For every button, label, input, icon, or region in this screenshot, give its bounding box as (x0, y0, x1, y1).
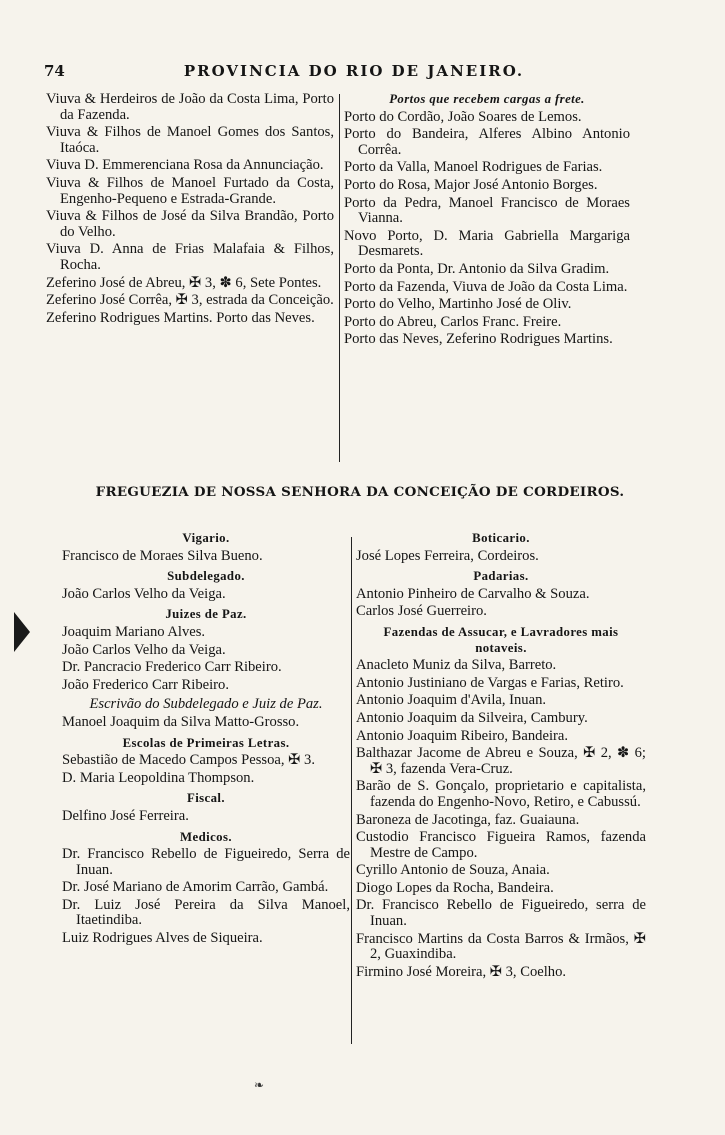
bottom-right-column (356, 526, 646, 982)
list-item: Porto do Abreu, Carlos Franc. Freire. (344, 313, 562, 330)
list-item: João Carlos Velho da Veiga. (62, 585, 226, 602)
parish-section-title: FREGUEZIA DE NOSSA SENHORA DA CONCEIÇÃO DE CORDEIROS. (95, 484, 625, 500)
heading-padarias: Padarias. (473, 569, 529, 584)
list-item: Francisco de Moraes Silva Bueno. (62, 547, 263, 564)
list-item: Viuva D. Emmerenciana Rosa da Annunciação. (46, 157, 324, 174)
list-item: João Carlos Velho da Veiga. (62, 641, 226, 658)
list-item: Porto do Bandeira, Alferes Albino Antonio Corrêa. (344, 126, 630, 158)
page-title: PROVINCIA DO RIO DE JANEIRO. (183, 62, 525, 80)
list-item: Viuva & Filhos de Manoel Gomes dos Santos, Itaóca. (46, 124, 334, 156)
list-item: Barão de S. Gonçalo, proprietario e capitalista, fazenda do Engenho-Novo, Retiro, e Cabussú. (356, 778, 646, 810)
list-item: Antonio Pinheiro de Carvalho & Souza. (356, 585, 590, 602)
list-item: Dr. Luiz José Pereira da Silva Manoel, Itaetindiba. (62, 896, 350, 929)
top-left-column (46, 92, 334, 328)
list-item: Novo Porto, D. Maria Gabriella Margariga Desmarets. (344, 227, 630, 260)
bottom-left-column (62, 526, 350, 949)
heading-medicos: Medicos. (180, 829, 232, 844)
list-item: Custodio Francisco Figueira Ramos, fazenda Mestre de Campo. (356, 829, 646, 861)
list-item: José Lopes Ferreira, Cordeiros. (356, 547, 539, 564)
list-item: Francisco Martins da Costa Barros & Irmãos, ✠ 2, Guaxindiba. (356, 930, 646, 963)
list-item: Porto da Pedra, Manoel Francisco de Moraes Vianna. (344, 194, 630, 227)
margin-arrow-icon (14, 612, 30, 652)
list-item: Antonio Joaquim d'Avila, Inuan. (356, 692, 547, 709)
list-item: Luiz Rodrigues Alves de Siqueira. (62, 930, 263, 947)
list-item: Anacleto Muniz da Silva, Barreto. (356, 657, 557, 674)
column-divider (351, 537, 352, 1044)
heading-juizes: Juizes de Paz. (165, 607, 247, 622)
column-divider (339, 94, 340, 462)
heading-subdelegado: Subdelegado. (167, 569, 245, 584)
list-item: Dr. Francisco Rebello de Figueiredo, serra de Inuan. (356, 897, 646, 930)
list-item: Cyrillo Antonio de Souza, Anaia. (356, 862, 550, 879)
heading-boticario: Boticario. (472, 531, 530, 545)
list-item: Viuva & Herdeiros de João da Costa Lima, Porto da Fazenda. (46, 91, 334, 123)
list-item: Zeferino José de Abreu, ✠ 3, ✽ 6, Sete Pontes. (46, 274, 322, 291)
list-item: Viuva D. Anna de Frias Malafaia & Filhos, Rocha. (46, 241, 334, 273)
heading-escrivao: Escrivão do Subdelegado e Juiz de Paz. (89, 696, 323, 713)
page-number: 74 (44, 62, 65, 80)
heading-fazendas: Fazendas de Assucar, e Lavradores mais notaveis. (383, 624, 619, 655)
list-item: Porto das Neves, Zeferino Rodrigues Martins. (344, 331, 613, 348)
list-item: Antonio Joaquim da Silveira, Cambury. (356, 709, 588, 726)
ornament-icon: ❧ (254, 1078, 265, 1092)
list-item: Baroneza de Jacotinga, faz. Guaiauna. (356, 811, 580, 828)
list-item: Delfino José Ferreira. (62, 807, 189, 824)
list-item: Porto do Cordão, João Soares de Lemos. (344, 108, 582, 125)
list-item: Porto da Fazenda, Viuva de João da Costa Lima. (344, 278, 628, 295)
list-item: Porto do Velho, Martinho José de Oliv. (344, 296, 572, 313)
list-item: João Frederico Carr Ribeiro. (62, 676, 229, 693)
list-item: Manoel Joaquim da Silva Matto-Grosso. (62, 713, 300, 730)
list-item: Firmino José Moreira, ✠ 3, Coelho. (356, 963, 567, 980)
list-item: Antonio Joaquim Ribeiro, Bandeira. (356, 727, 568, 744)
list-item: Viuva & Filhos de José da Silva Brandão, Porto do Velho. (46, 208, 334, 240)
list-item: Porto da Valla, Manoel Rodrigues de Farias. (344, 159, 603, 176)
top-right-column (344, 92, 630, 350)
list-item: Porto do Rosa, Major José Antonio Borges. (344, 176, 598, 193)
list-item: Balthazar Jacome de Abreu e Souza, ✠ 2, ✽ 6; ✠ 3, fazenda Vera-Cruz. (356, 745, 646, 777)
list-item: Antonio Justiniano de Vargas e Farias, Retiro. (356, 674, 624, 691)
list-item: Zeferino José Corrêa, ✠ 3, estrada da Conceição. (46, 292, 334, 309)
list-item: Porto da Ponta, Dr. Antonio da Silva Gradim. (344, 260, 610, 277)
list-item: Dr. Pancracio Frederico Carr Ribeiro. (62, 659, 282, 676)
list-item: Zeferino Rodrigues Martins. Porto das Neves. (46, 309, 315, 326)
section-heading-portos: Portos que recebem cargas a frete. (389, 92, 585, 106)
heading-escolas: Escolas de Primeiras Letras. (122, 735, 290, 750)
list-item: Sebastião de Macedo Campos Pessoa, ✠ 3. (62, 752, 315, 769)
list-item: Viuva & Filhos de Manoel Furtado da Costa, Engenho-Pequeno e Estrada-Grande. (46, 174, 334, 207)
list-item: Joaquim Mariano Alves. (62, 623, 206, 640)
list-item: Dr. José Mariano de Amorim Carrão, Gambá. (62, 879, 329, 896)
running-head (44, 62, 684, 84)
list-item: Diogo Lopes da Rocha, Bandeira. (356, 879, 554, 896)
heading-fiscal: Fiscal. (187, 791, 225, 806)
heading-vigario: Vigario. (182, 531, 230, 545)
list-item: D. Maria Leopoldina Thompson. (62, 769, 255, 786)
list-item: Dr. Francisco Rebello de Figueiredo, Serra de Inuan. (62, 846, 350, 878)
list-item: Carlos José Guerreiro. (356, 603, 487, 620)
